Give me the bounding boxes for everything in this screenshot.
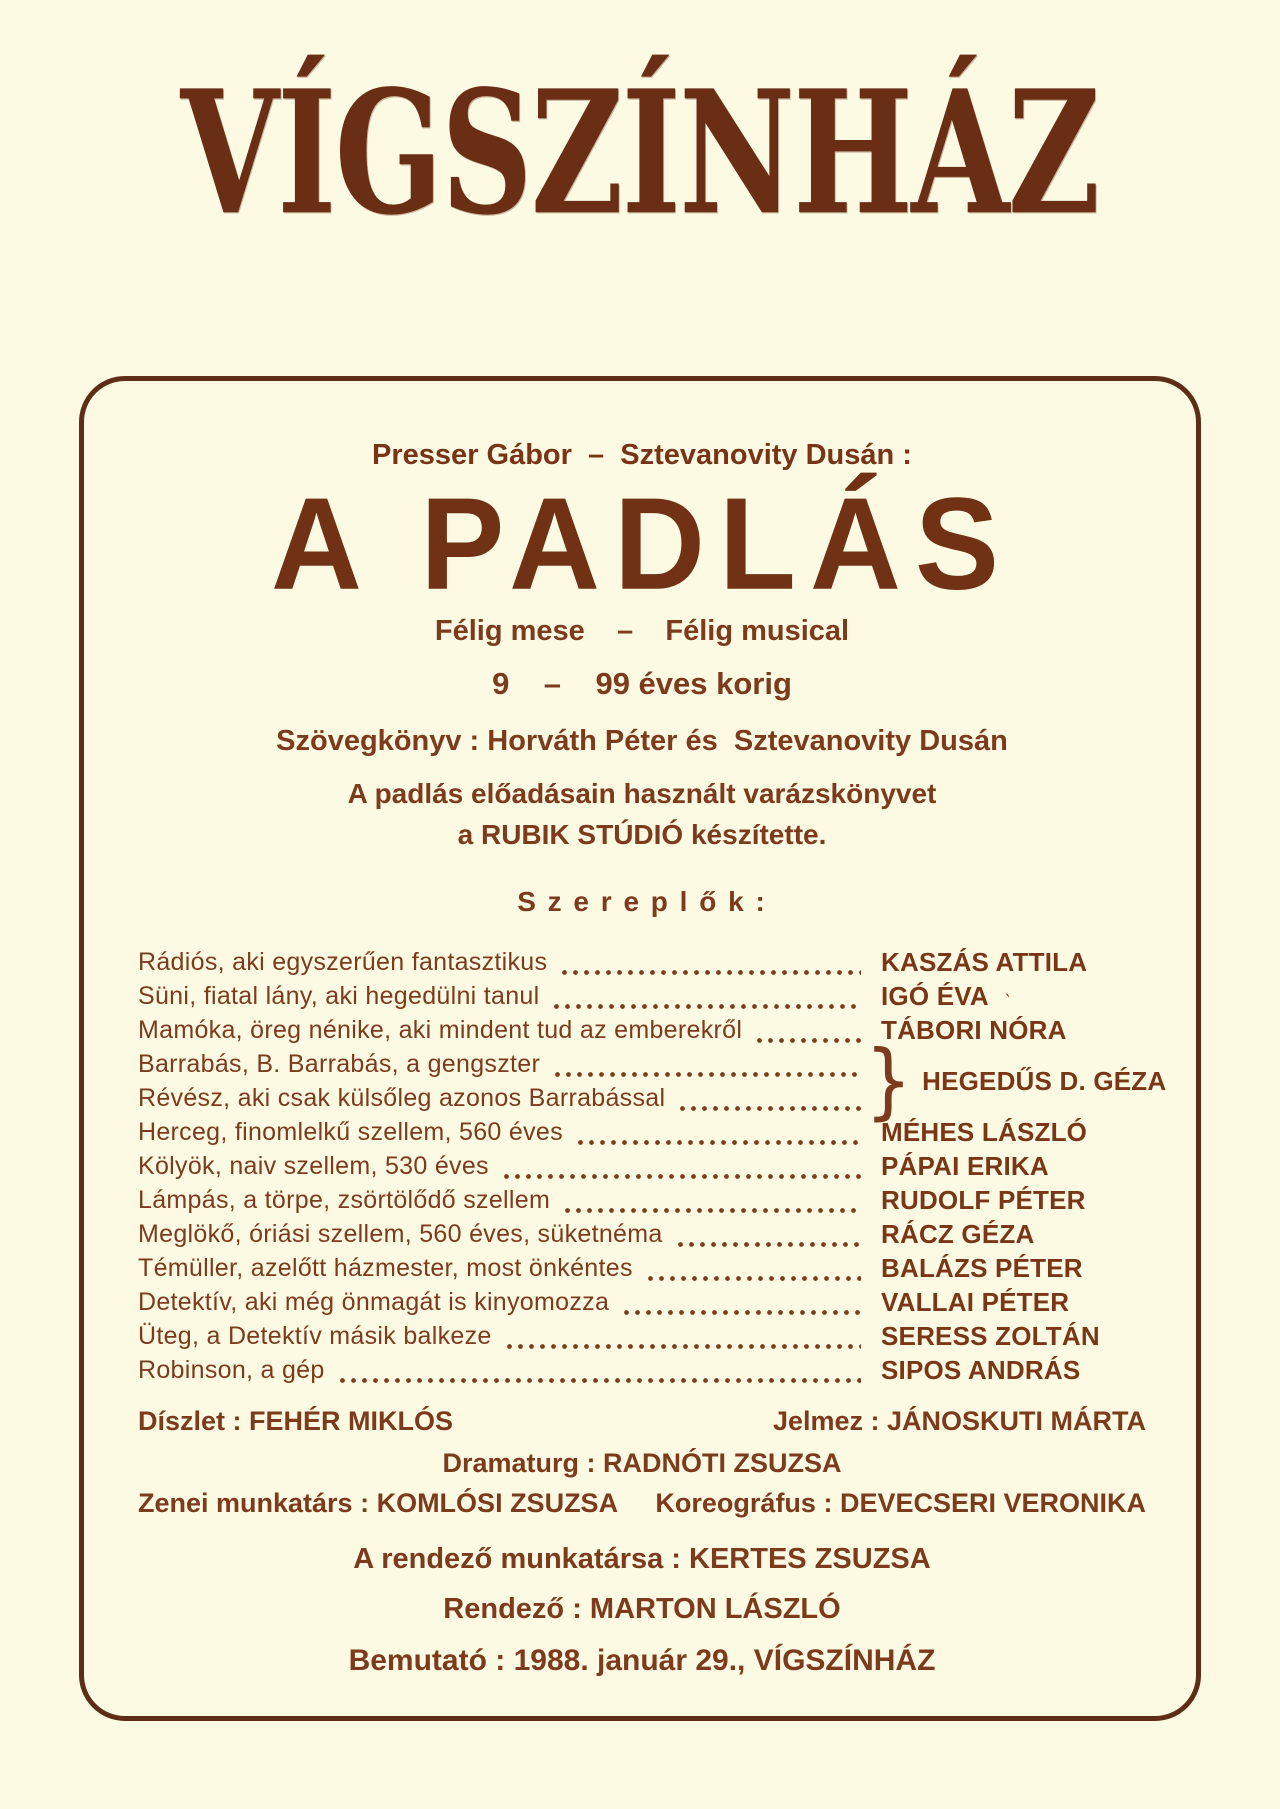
dotted-leader xyxy=(575,1115,861,1149)
dotted-leader xyxy=(337,1353,861,1387)
cast-actor: SERESS ZOLTÁN xyxy=(881,1321,1100,1352)
show-subtitle: Félig mese – Félig musical xyxy=(434,615,850,648)
credits-block xyxy=(138,1403,1146,1681)
dotted-leader xyxy=(504,1319,861,1353)
cast-actor: KASZÁS ATTILA xyxy=(881,947,1088,978)
cast-role: Barrabás, B. Barrabás, a gengszter xyxy=(138,1050,541,1079)
cast-actor: RÁCZ GÉZA xyxy=(881,1219,1035,1250)
cast-actor: HEGEDŰS D. GÉZA xyxy=(922,1066,1167,1097)
cast-row xyxy=(138,945,1146,979)
cast-role: Üteg, a Detektív másik balkeze xyxy=(138,1322,492,1351)
cast-actor: PÁPAI ERIKA xyxy=(881,1151,1049,1182)
dotted-leader xyxy=(677,1081,861,1115)
cast-row xyxy=(138,1081,865,1115)
dotted-leader xyxy=(645,1251,861,1285)
cast-list xyxy=(138,945,1167,1387)
cast-role: Révész, aki csak külsőleg azonos Barrabással xyxy=(138,1084,666,1113)
cast-group-row xyxy=(138,1032,1167,1130)
credit-music-associate: Zenei munkatárs : KOMLÓSI ZSUZSA xyxy=(138,1488,619,1519)
magic-book-note-line1: A padlás előadásain használt varázskönyvet xyxy=(347,778,937,810)
stray-mark: ` xyxy=(1000,991,1012,1014)
cast-row xyxy=(138,1251,1146,1285)
cast-row xyxy=(138,979,1146,1013)
cast-role: Kölyök, naiv szellem, 530 éves xyxy=(138,1152,489,1181)
cast-role: Robinson, a gép xyxy=(138,1356,325,1385)
cast-row xyxy=(138,1149,1146,1183)
cast-row xyxy=(138,1319,1146,1353)
credit-costume-designer: Jelmez : JÁNOSKUTI MÁRTA xyxy=(772,1406,1146,1437)
program-card xyxy=(79,376,1201,1721)
cast-row xyxy=(138,1115,1146,1149)
cast-role: Herceg, finomlelkű szellem, 560 éves xyxy=(138,1118,563,1147)
cast-row xyxy=(138,1013,1146,1047)
dotted-leader xyxy=(562,1183,861,1217)
cast-actor: VALLAI PÉTER xyxy=(881,1287,1070,1318)
cast-role: Detektív, aki még önmagát is kinyomozza xyxy=(138,1288,610,1317)
dotted-leader xyxy=(559,945,861,979)
cast-row xyxy=(138,1353,1146,1387)
dotted-leader xyxy=(621,1285,861,1319)
cast-role: Mamóka, öreg nénike, aki mindent tud az emberekről xyxy=(138,1016,743,1045)
script-credit: Szövegkönyv : Horváth Péter és Sztevanovity Dusán xyxy=(276,725,1008,758)
cast-actor: IGÓ ÉVA xyxy=(881,981,989,1012)
logo-area xyxy=(0,0,1280,312)
brace-glyph: } xyxy=(865,1032,913,1130)
cast-actor: RUDOLF PÉTER xyxy=(881,1185,1086,1216)
cast-row xyxy=(138,1285,1146,1319)
cast-row xyxy=(138,1183,1146,1217)
cast-role: Rádiós, aki egyszerűen fantasztikus xyxy=(138,948,548,977)
cast-actor: TÁBORI NÓRA xyxy=(881,1015,1067,1046)
age-range: 9 – 99 éves korig xyxy=(492,666,792,702)
credit-dramaturg: Dramaturg : RADNÓTI ZSUZSA xyxy=(442,1448,842,1479)
credit-director-assistant: A rendező munkatársa : KERTES ZSUZSA xyxy=(353,1543,931,1576)
credit-director: Rendező : MARTON LÁSZLÓ xyxy=(443,1593,841,1626)
magic-book-note xyxy=(138,773,1146,855)
cast-role: Lámpás, a törpe, zsörtölődő szellem xyxy=(138,1186,551,1215)
cast-role: Témüller, azelőtt házmester, most önkéntes xyxy=(138,1254,633,1283)
dotted-leader xyxy=(552,1047,861,1081)
cast-row xyxy=(138,1217,1146,1251)
cast-actor: SIPOS ANDRÁS xyxy=(881,1355,1081,1386)
cast-actor: MÉHES LÁSZLÓ xyxy=(881,1117,1088,1148)
dotted-leader xyxy=(551,979,861,1013)
cast-actor: BALÁZS PÉTER xyxy=(881,1253,1083,1284)
credit-set-designer: Díszlet : FEHÉR MIKLÓS xyxy=(138,1406,454,1437)
magic-book-note-line2: a RUBIK STÚDIÓ készítette. xyxy=(457,819,827,851)
cast-role: Meglökő, óriási szellem, 560 éves, süketnéma xyxy=(138,1220,663,1249)
cast-row xyxy=(138,1047,865,1081)
show-title: A PADLÁS xyxy=(271,470,1013,617)
dotted-leader xyxy=(675,1217,861,1251)
premiere-line: Bemutató : 1988. január 29., VÍGSZÍNHÁZ xyxy=(348,1644,936,1678)
cast-heading: S z e r e p l ő k : xyxy=(517,886,767,918)
authors-line: Presser Gábor – Sztevanovity Dusán : xyxy=(372,439,912,471)
credit-choreographer: Koreográfus : DEVECSERI VERONIKA xyxy=(655,1488,1146,1519)
dotted-leader xyxy=(501,1149,861,1183)
dotted-leader xyxy=(754,1013,861,1047)
cast-role: Süni, fiatal lány, aki hegedülni tanul xyxy=(138,982,540,1011)
theater-logo: VÍGSZÍNHÁZ xyxy=(181,52,1099,253)
